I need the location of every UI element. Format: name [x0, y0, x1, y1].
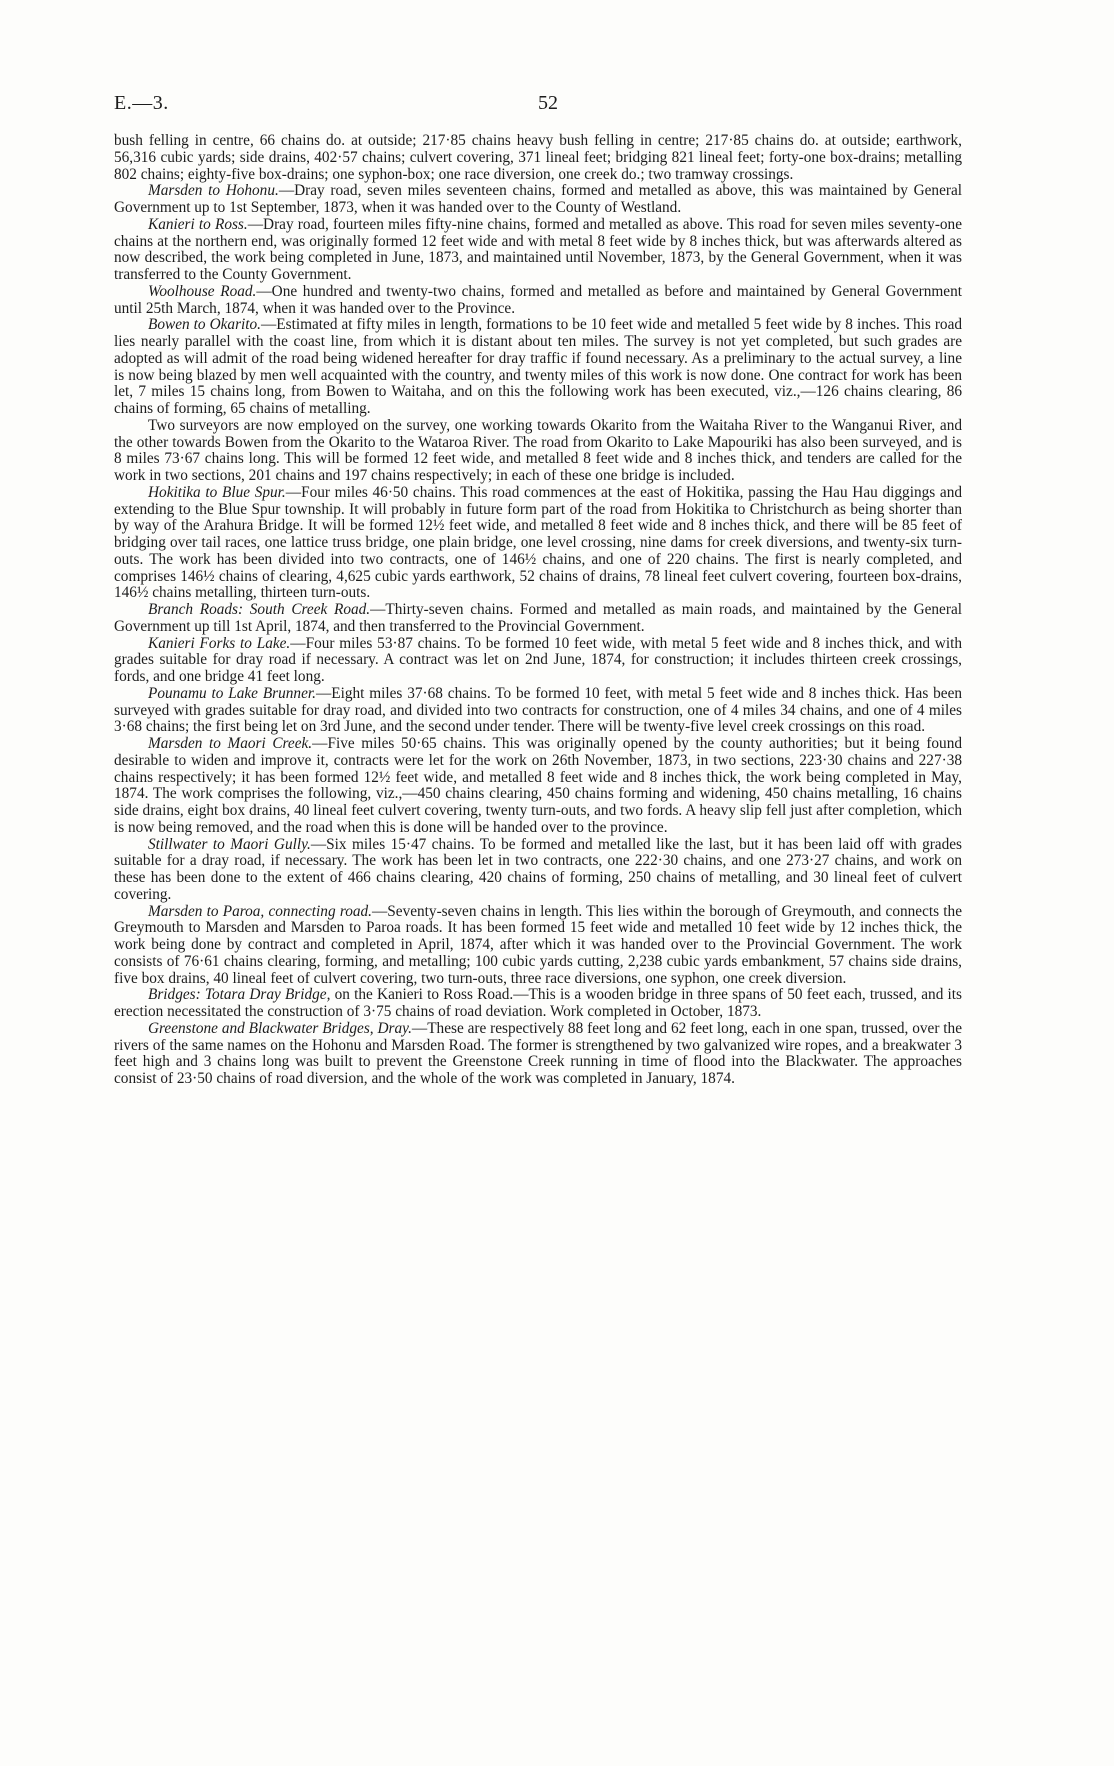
road-heading: Woolhouse Road. — [148, 282, 257, 300]
road-heading: Branch Roads: South Creek Road. — [148, 601, 371, 618]
paragraph-hokitika-blue-spur — [114, 485, 962, 602]
road-heading: Kanieri to Ross. — [148, 215, 248, 233]
paragraph-text: —Six miles 15·47 chains. To be formed and metalled like the last, but it has been laid off with grades suitable for a dray road, if necessary. The work has been let in two contracts, one 222·30 chains, and one 273·27 chains, and work on these has been done to the extent of 466 chains clearing, 420 chains of forming, 250 chains of metalling, and 30 lineal feet of culvert covering. — [114, 835, 962, 903]
paragraph-greenstone-blackwater — [114, 1021, 962, 1088]
road-heading: Bridges: Totara Dray Bridge, — [148, 986, 331, 1004]
paragraph-text: —Seventy-seven chains in length. This lies within the borough of Greymouth, and connects the Greymouth to Marsden and Marsden to Paroa roads. It has been formed 15 feet wide and metalled 10 feet wide by 12 inches thick, the work being done by contract and completed in April, 1874, after which it was handed over to the Provincial Government. The work consists of 76·61 chains clearing, forming, and metalling; 100 cubic yards cutting, 2,238 cubic yards embankment, 57 chains side drains, five box drains, 40 lineal feet of culvert covering, two turn-outs, three race diversions, one syphon, one creek diversion. — [114, 902, 962, 987]
road-heading: Hokitika to Blue Spur. — [148, 483, 286, 501]
road-heading: Stillwater to Maori Gully. — [148, 835, 311, 853]
page-header — [114, 92, 962, 122]
road-heading: Marsden to Maori Creek. — [148, 735, 313, 752]
paragraph-surveyors — [114, 418, 962, 485]
paragraph-text: —Four miles 53·87 chains. To be formed 10 feet wide, with metal 5 feet wide and 8 inches thick, and with grades suitable for dray road if necessary. A contract was let on 2nd June, 1874, for construction; it includes thirteen creek crossings, fords, and one bridge 41 feet long. — [114, 634, 962, 685]
paragraph-text: —Four miles 46·50 chains. This road commences at the east of Hokitika, passing the Hau Hau diggings and extending to the Blue Spur township. It will probably in future form part of the road from Hokitika to Christchurch as being shorter than by way of the Arahura Bridge. It will be formed 12½ feet wide, and metalled 8 feet wide and 8 inches thick, and there will be 85 feet of bridging over tail races, one lattice truss bridge, one plain bridge, one level crossing, nine dams for creek diversions, and twenty-six turn-outs. The work has been divided into two contracts, one of 146½ chains, and one of 220 chains. The first is nearly completed, and comprises 146½ chains of clearing, 4,625 cubic yards earthwork, 52 chains of drains, 78 lineal feet culvert covering, fourteen box-drains, 146½ chains metalling, thirteen turn-outs. — [114, 483, 962, 602]
paragraph-text: bush felling in centre, 66 chains do. at outside; 217·85 chains heavy bush felling in centre; 217·85 chains do. at outside; earthwork, 56,316 cubic yards; side drains, 402·57 chains; culvert covering, 371 lineal feet; bridging 821 lineal feet; forty-one box-drains; metalling 802 chains; eighty-five box-drains; one syphon-box; one race diversion, one creek do.; two tramway crossings. — [114, 132, 962, 183]
paragraph-text: —Five miles 50·65 chains. This was originally opened by the county authorities; but it being found desirable to widen and improve it, contracts were let for the work on 26th November, 1873, in two sections, 223·30 chains and 227·38 chains respectively; it has been formed 12½ feet wide, and metalled 8 feet wide and 8 inches thick, the work being completed in May, 1874. The work comprises the following, viz.,—450 chains clearing, 450 chains forming and widening, 450 chains metalling, 16 chains side drains, eight box drains, 40 lineal feet culvert covering, twenty turn-outs, and two fords. A heavy slip fell just after completion, which is now being removed, and the road when this is done will be handed over to the province. — [114, 735, 963, 836]
paragraph-continued — [114, 133, 962, 183]
paragraph-totara-bridge — [114, 987, 962, 1021]
page-number: 52 — [538, 92, 558, 114]
paragraph-marsden-hohonu — [114, 183, 962, 217]
paragraph-text: —These are respectively 88 feet long and 62 feet long, each in one span, trussed, over the rivers of the same names on the Hohonu and Marsden Road. The former is strengthened by two galvanized wire ropes, and a breakwater 3 feet high and 3 chains long was built to prevent the Greenstone Creek running in time of flood into the Blackwater. The approaches consist of 23·50 chains of road diversion, and the whole of the work was completed in January, 1874. — [114, 1019, 962, 1087]
paragraph-text: on the Kanieri to Ross Road.—This is a wooden bridge in three spans of 50 feet each, trussed, and its erection necessitated the construction of 3·75 chains of road deviation. Work completed in October, 1873. — [114, 986, 962, 1020]
road-heading: Pounamu to Lake Brunner. — [148, 684, 316, 702]
paragraph-text: —One hundred and twenty-two chains, formed and metalled as before and maintained by General Government until 25th March, 1874, when it was handed over to the Province. — [114, 282, 962, 317]
road-heading: Marsden to Paroa, connecting road. — [148, 902, 372, 920]
road-heading: Marsden to Hohonu. — [148, 182, 279, 200]
paragraph-woolhouse-road — [114, 284, 962, 318]
road-heading: Bowen to Okarito. — [148, 316, 261, 334]
paragraph-marsden-paroa — [114, 904, 962, 988]
paragraph-text: —Dray road, fourteen miles fifty-nine chains, formed and metalled as above. This road for seven miles seventy-one chains at the northern end, was originally formed 12 feet wide and with metal 8 feet wide by 8 inches thick, but was afterwards altered as now described, the work being completed in June, 1873, and maintained until November, 1873, by the General Government, when it was transferred to the County Government. — [114, 215, 962, 283]
road-heading: Kanieri Forks to Lake. — [148, 634, 291, 652]
body-text — [114, 133, 962, 1088]
document-reference: E.—3. — [114, 92, 169, 114]
paragraph-kanieri-forks — [114, 636, 962, 686]
paragraph-kanieri-ross — [114, 217, 962, 284]
paragraph-stillwater-maori-gully — [114, 837, 962, 904]
paragraph-bowen-okarito — [114, 317, 962, 418]
paragraph-pounamu-lake-brunner — [114, 686, 962, 736]
paragraph-text: —Dray road, seven miles seventeen chains, formed and metalled as above, this was maintained by General Government up to 1st September, 1873, when it was handed over to the County of Westland. — [114, 182, 963, 216]
paragraph-text: —Eight miles 37·68 chains. To be formed 10 feet, with metal 5 feet wide and 8 inches thick. Has been surveyed with grades suitable for dray road, and divided into two contracts for construction, one of 4 miles 34 chains, and one of 4 miles 3·68 chains; the first being let on 3rd June, and the second under tender. There will be twenty-five level creek crossings on this road. — [114, 684, 963, 736]
paragraph-text: —Estimated at fifty miles in length, formations to be 10 feet wide and metalled 5 feet wide by 8 inches. This road lies nearly parallel with the coast line, from which it is distant about ten miles. The survey is not yet completed, but such grades are adopted as will admit of the road being widened hereafter for dray traffic if found necessary. As a preliminary to the actual survey, a line is now being blazed by men well acquainted with the country, and twenty miles of this work is now done. One contract for work has been let, 7 miles 15 chains long, from Bowen to Waitaha, and on this the following work has been executed, viz.,—126 chains clearing, 86 chains of forming, 65 chains of metalling. — [114, 316, 963, 417]
paragraph-text: Two surveyors are now employed on the survey, one working towards Okarito from the Waitaha River to the Wanganui River, and the other towards Bowen from the Okarito to the Wataroa River. The road from Okarito to Lake Mapouriki has also been surveyed, and is 8 miles 73·67 chains long. This will be formed 12 feet wide, and metalled 8 feet wide and 8 inches thick, and tenders are called for the work in two sections, 201 chains and 197 chains respectively; in each of these one bridge is included. — [114, 416, 962, 484]
paragraph-text: —Thirty-seven chains. Formed and metalled as main roads, and maintained by the General Government up till 1st April, 1874, and then transferred to the Provincial Government. — [114, 601, 962, 635]
paragraph-south-creek-road — [114, 602, 962, 636]
road-heading: Greenstone and Blackwater Bridges, Dray. — [148, 1019, 412, 1037]
paragraph-marsden-maori-creek — [114, 736, 962, 837]
